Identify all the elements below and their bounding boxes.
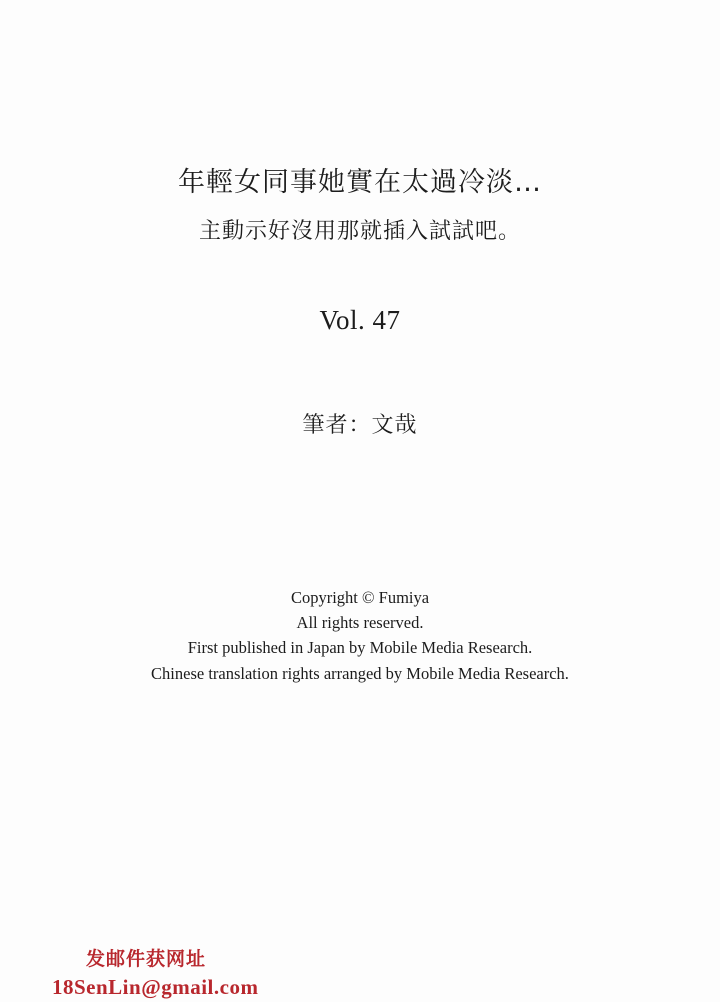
author-credit: 筆者：文哉	[302, 413, 418, 438]
watermark-email: 18SenLin@gmail.com	[52, 975, 259, 999]
copyright-block	[0, 585, 720, 686]
page-title-line-2: 主動示好沒用那就插入試試吧。	[198, 218, 521, 244]
copyright-line-2: All rights reserved.	[296, 613, 424, 633]
watermark-notice: 发邮件获网址	[86, 948, 207, 970]
volume-number: Vol. 47	[319, 305, 401, 335]
watermark	[52, 944, 258, 1000]
copyright-line-4: Chinese translation rights arranged by Mobile Media Research.	[151, 663, 569, 683]
title-block	[0, 166, 720, 246]
copyright-line-1: Copyright © Fumiya	[290, 588, 430, 607]
copyright-line-3: First published in Japan by Mobile Media Research.	[187, 638, 533, 658]
page-title-line-1: 年輕女同事她實在太過冷淡…	[178, 167, 542, 198]
